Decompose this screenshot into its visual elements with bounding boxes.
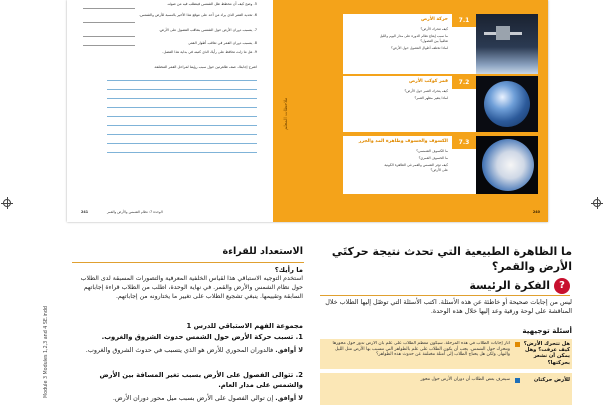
registration-mark-right (593, 199, 601, 207)
lesson-question: ما الخسوف القمري؟ (418, 156, 448, 160)
lesson-card-7-2[interactable] (343, 76, 538, 132)
main-idea-icon: ? (554, 278, 570, 294)
guide-question-1: هل تتحرك الأرض؟ كيف عرفت؟ وهل يمكن أن نشعر بحركتها؟ (523, 341, 570, 366)
answer-line (83, 45, 135, 46)
review-page (67, 0, 273, 222)
lesson-overview-page (273, 0, 548, 222)
main-idea-bar (320, 278, 570, 296)
writing-line (107, 125, 257, 126)
explain-prompt: اشرح إجابتك. صف ظاهرتين حول سبب رؤيتنا لمراحل القمر المختلفة. (153, 65, 257, 69)
writing-line (107, 89, 257, 90)
item-2-answer (71, 394, 303, 403)
page-number-left: 241 (81, 210, 89, 214)
lesson-title: الكسوف والخسوف وظاهرة المد والجزر (358, 139, 448, 144)
guide-question-2: للأرض حركتان (533, 377, 570, 383)
lesson-title: قمر كوكب الأرض (408, 79, 448, 84)
reading-heading: الاستعداد للقراءة (222, 246, 303, 257)
guide-answer-2: سيعرف بعض الطلاب أن دوران الأرض حول محور (420, 377, 510, 382)
lesson-1-guide-heading: مجموعة الفهم الاستباقي للدرس 1 (186, 322, 303, 330)
writing-line (107, 80, 257, 81)
lesson-question: كيف يتحرك القمر حول الأرض؟ (404, 89, 448, 93)
item-1-answer-text: فالدوران المحوري للأرض هو الذي يتسبب في حدوث الشروق والغروب. (85, 346, 274, 354)
writing-line (107, 143, 257, 144)
answer-line (83, 36, 135, 37)
page-number-right: 240 (532, 210, 540, 214)
registration-mark-left (3, 199, 11, 207)
item-2-title: 2. تتوالى الفصول على الأرض بسبب تغير المسافة بين الأرض والشمس على مدار العام. (99, 371, 303, 389)
main-idea-heading: الفكرة الرئيسة (469, 279, 550, 292)
writing-line (107, 134, 257, 135)
writing-line (107, 98, 257, 99)
item-1-answer-label: لا أوافق. (275, 346, 303, 354)
lesson-number: 7.3 (452, 136, 476, 149)
earth-icon (484, 81, 530, 127)
lesson-question: ما الكسوف الشمسي؟ (416, 149, 448, 153)
guide-answer-1: أثار إجابات الطلاب في هذه المرحلة. سيكون معظم الطلاب على علم بأن الأرض تدور حول محورها وتتحرك حول الشمس. يجب أن يكون الطلاب على علم بالظواهر التي تتسبب بها الأرض مثل الليل والنهار. ولكن هل يحتاج الطلاب إلى أمثلة مختلفة عن حدوث هذه الظواهر؟ (332, 341, 510, 358)
lesson-question: كيف تتحرك الأرض؟ (420, 27, 448, 31)
satellite-earth-image (476, 14, 538, 74)
writing-line (107, 152, 257, 153)
lesson-number: 7.1 (452, 14, 476, 27)
item-2-answer-text: إن توالي الفصول على الأرض بسبب ميل محور دوران الأرض. (112, 394, 274, 402)
guide-question-box (320, 339, 572, 369)
eclipse-image (476, 136, 538, 194)
question-6: 6. تحديد القمر الذي يراد من أحد على موقع هذا الأخير بالنسبة للأرض والشمس. (138, 13, 257, 17)
guiding-questions-heading: أسئلة توجيهية (522, 326, 572, 335)
bullet-icon (515, 342, 520, 347)
book-spread (67, 0, 548, 222)
item-1-answer (71, 346, 303, 355)
question-7: 7. يتسبب دوران الأرض حول الشمس بتعاقب الفصول على الأرض. (158, 28, 257, 32)
question-9: 9. هل ما زلت تحافظ على رأيك الذي كتبته في بداية هذا الفصل. (162, 50, 257, 54)
question-5: 5. وضح كيف أن مخطط ظل الشمس فيتطلب فيه من ضوئه. (166, 2, 257, 6)
answer-line (83, 8, 135, 9)
earth-moon-image (476, 76, 538, 132)
lesson-card-7-3[interactable] (343, 136, 538, 194)
lesson-number: 7.2 (452, 76, 476, 89)
main-intro-text: ليس من إجابات صحيحة أو خاطئة عن هذه الأسئلة. اكتب الأسئلة التي توصّل إليها الطلاب خلال المناقشة على لوحة ورقية وعد إليها خلال هذه الوحدة. (325, 298, 572, 316)
lesson-title: حركة الأرض (420, 17, 448, 22)
lesson-question: كيف تؤثر الشمس والقمر في الظاهرة الكونية على الأرض؟ (384, 163, 448, 172)
moon-eclipse-icon (482, 139, 534, 191)
answer-line (83, 22, 135, 23)
lesson-card-7-1[interactable] (343, 14, 538, 74)
reading-intro-text: استخدم التوجيه الاستباقي هذا لقياس الخلفية المعرفية والتصورات المسبقة لدى الطلاب حول نظام الشمس والأرض والقمر. في نهاية الوحدة، اطلب من الطلاب قراءة إجاباتهم السابقة وتقييمها. ينبغي تشجيع الطلاب على تغيير ما يختارونه من إجاباتهم. (80, 275, 303, 300)
item-1-title: 1. تسبب حركة الأرض حول الشمس حدوث الشروق والغروب. (101, 333, 303, 341)
your-opinion-heading: ما رأيك؟ (274, 266, 303, 274)
reading-heading-rule (72, 262, 304, 263)
lesson-question: لماذا يتغير مظهر القمر؟ (414, 96, 448, 100)
main-question-title: ما الظاهرة الطبيعية التي تحدث نتيجة حركتَي الأرض والقمر؟ (331, 245, 572, 273)
guide-question-box-2 (320, 373, 572, 405)
question-8: 8. يتسبب دوران القمر في تعاقب أطوار القمر. (187, 41, 257, 45)
writing-line (107, 116, 257, 117)
lesson-question: ما سبب إيقاع نظام الدورة على مدار اليوم والليل تعاقبياً بين الفصول؟ (379, 34, 448, 43)
bullet-icon (515, 378, 520, 383)
teacher-note-vertical: ملاحظات المعلم (284, 97, 289, 130)
writing-line (107, 107, 257, 108)
lesson-question: لماذا تختلف أطوال الفصول حول الأرض؟ (390, 46, 448, 50)
page-footer-left: الوحدة 7: نظام الشمس والأرض والقمر (107, 210, 163, 214)
margin-file-note: Module 3 Modules 1,2,3 and 4 SE.indd (44, 306, 49, 398)
item-2-answer-label: لا أوافق. (275, 394, 303, 402)
